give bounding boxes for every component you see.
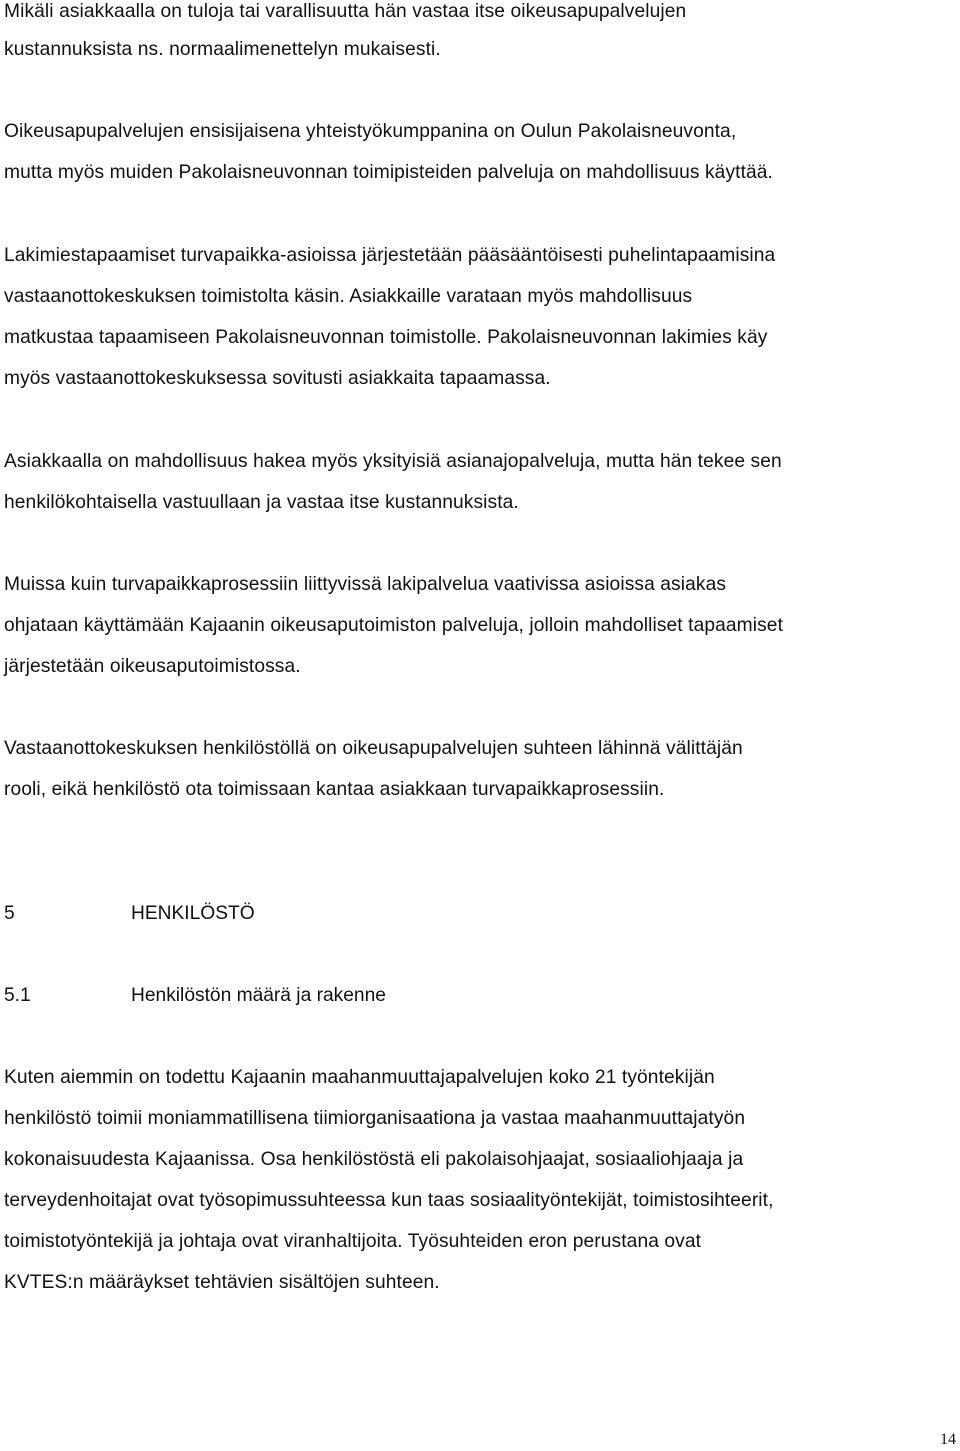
text-line: järjestetään oikeusaputoimistossa. [4,656,301,677]
section-title: HENKILÖSTÖ [131,903,255,924]
text-line: Muissa kuin turvapaikkaprosessiin liittyvissä lakipalvelua vaativissa asioissa asiakas [4,574,727,595]
text-line: henkilöstö toimii moniammatillisena tiimiorganisaationa ja vastaa maahanmuuttajatyön [4,1108,746,1129]
section-number: 5 [4,903,15,924]
text-line: Lakimiestapaamiset turvapaikka-asioissa järjestetään pääsääntöisesti puhelintapaamisina [4,245,776,266]
section-heading [4,902,255,926]
subsection-title: Henkilöstön määrä ja rakenne [131,985,386,1006]
subsection-heading [4,984,386,1008]
text-line: kokonaisuudesta Kajaanissa. Osa henkilöstöstä eli pakolaisohjaajat, sosiaaliohjaaja ja [4,1149,744,1170]
text-line: KVTES:n määräykset tehtävien sisältöjen suhteen. [4,1272,440,1293]
text-line: henkilökohtaisella vastuullaan ja vastaa itse kustannuksista. [4,492,519,513]
text-line: terveydenhoitajat ovat työsopimussuhteessa kun taas sosiaalityöntekijät, toimistosihteerit, [4,1190,774,1211]
text-line: Oikeusapupalvelujen ensisijaisena yhteistyökumppanina on Oulun Pakolaisneuvonta, [4,121,737,142]
text-line: myös vastaanottokeskuksessa sovitusti asiakkaita tapaamassa. [4,368,551,389]
text-line: rooli, eikä henkilöstö ota toimissaan kantaa asiakkaan turvapaikkaprosessiin. [4,779,665,800]
subsection-number: 5.1 [4,985,31,1006]
text-line: mutta myös muiden Pakolaisneuvonnan toimipisteiden palveluja on mahdollisuus käyttää. [4,162,773,183]
text-line: Kuten aiemmin on todettu Kajaanin maahanmuuttajapalvelujen koko 21 työntekijän [4,1067,715,1088]
text-line: toimistotyöntekijä ja johtaja ovat viranhaltijoita. Työsuhteiden eron perustana ovat [4,1231,702,1252]
text-line: matkustaa tapaamiseen Pakolaisneuvonnan toimistolle. Pakolaisneuvonnan lakimies käy [4,327,768,348]
text-line: ohjataan käyttämään Kajaanin oikeusaputoimiston palveluja, jolloin mahdolliset tapaamiset [4,615,784,636]
page-number: 14 [940,1431,956,1448]
text-line: Vastaanottokeskuksen henkilöstöllä on oikeusapupalvelujen suhteen lähinnä välittäjän [4,738,743,759]
text-line: vastaanottokeskuksen toimistolta käsin. Asiakkaille varataan myös mahdollisuus [4,286,693,307]
text-line: Mikäli asiakkaalla on tuloja tai varallisuutta hän vastaa itse oikeusapupalvelujen [4,1,687,22]
text-line: kustannuksista ns. normaalimenettelyn mukaisesti. [4,39,441,60]
text-line: Asiakkaalla on mahdollisuus hakea myös yksityisiä asianajopalveluja, mutta hän tekee sen [4,451,782,472]
